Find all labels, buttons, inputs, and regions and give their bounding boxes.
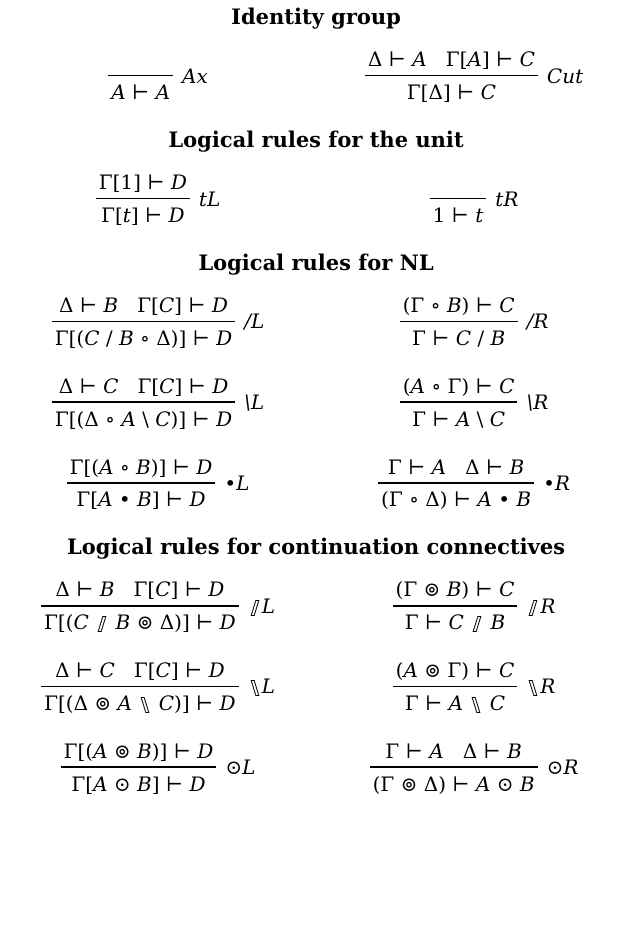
- hollow-slash-icon: [98, 616, 107, 632]
- inference-bar: [41, 686, 238, 688]
- rule-label: Ax: [182, 63, 208, 88]
- section-title: Logical rules for NL: [198, 249, 434, 275]
- inference-bar: [393, 686, 518, 688]
- rule-row: [0, 46, 632, 105]
- inference-bar: [400, 401, 518, 403]
- rule-conclusion: (Γ ∘ Δ) ⊢ A • B: [381, 487, 532, 512]
- rule-label: /R: [526, 309, 549, 334]
- inference-bar: [67, 482, 216, 484]
- rule-label: \R: [526, 390, 549, 415]
- inference-fraction: [400, 292, 518, 351]
- rule-premise: (A ∘ Γ) ⊢ C: [402, 373, 515, 398]
- inference-bar: [52, 321, 235, 323]
- inference-fraction: [393, 657, 518, 716]
- inference-fraction: [96, 169, 190, 228]
- rule-label: /L: [244, 309, 265, 334]
- hollow-slash-icon: [529, 600, 538, 616]
- rule-row: [0, 657, 632, 716]
- rule-conclusion: Γ[(Δ ∘ A \ C)] ⊢ D: [54, 406, 233, 431]
- inference-fraction: [41, 576, 239, 635]
- rule-t-left: [96, 169, 221, 228]
- rule-conclusion: Γ[(C / B ∘ Δ)] ⊢ D: [54, 325, 233, 350]
- inference-bar: [378, 482, 534, 484]
- rule-conclusion: Γ ⊢ A C: [404, 690, 506, 715]
- rule-row: [0, 738, 632, 797]
- inference-fraction: [378, 454, 534, 513]
- rule-slash-left: [52, 292, 265, 351]
- rule-t-right: [430, 169, 519, 228]
- rule-label: ⊙L: [225, 755, 256, 780]
- rule-conclusion: Γ[Δ] ⊢ C: [406, 79, 496, 104]
- inference-bar: [61, 766, 217, 768]
- rule-conclusion: Γ[A • B] ⊢ D: [76, 487, 206, 512]
- rule-conclusion: 1 ⊢ t: [432, 202, 484, 227]
- inference-fraction: [430, 169, 487, 228]
- rule-premise: (Γ ∘ B) ⊢ C: [402, 293, 515, 318]
- rule-label: tL: [198, 186, 221, 211]
- inference-bar: [430, 198, 487, 200]
- inference-bar: [400, 321, 518, 323]
- rule-conclusion: (Γ ⊚ Δ) ⊢ A ⊙ B: [372, 771, 535, 796]
- rule-premise: [455, 169, 461, 195]
- rule-premise: Γ[(A ⊚ B)] ⊢ D: [63, 738, 214, 763]
- rule-premise: Γ[(A ∘ B)] ⊢ D: [69, 454, 213, 479]
- rule-label: Cut: [546, 63, 584, 88]
- section-title: Identity group: [231, 4, 401, 29]
- section-continuation-rules: [0, 534, 632, 796]
- inference-fraction: [52, 292, 235, 351]
- rule-conclusion: Γ[(Δ ⊚ A C)] ⊢ D: [44, 690, 236, 715]
- rule-premise: (A ⊚ Γ) ⊢ C: [395, 658, 515, 683]
- inference-bar: [365, 75, 538, 77]
- hollow-slash-icon: [250, 600, 259, 616]
- section-nl-rules: [0, 250, 632, 512]
- rule-premise: Δ ⊢ A Γ[A] ⊢ C: [367, 47, 535, 72]
- hollow-backslash-icon: [529, 680, 538, 696]
- rule-label: L: [248, 673, 275, 699]
- rule-premise: Δ ⊢ C Γ[C] ⊢ D: [55, 658, 225, 683]
- inference-fraction: [393, 576, 518, 635]
- inference-bar: [41, 605, 239, 607]
- rule-conclusion: Γ[(C B ⊚ Δ)] ⊢ D: [44, 610, 236, 635]
- inference-bar: [52, 401, 235, 403]
- rule-premise: Δ ⊢ B Γ[C] ⊢ D: [55, 577, 225, 602]
- rule-label: tR: [495, 186, 519, 211]
- inference-fraction: [67, 454, 216, 513]
- rule-ax: [108, 46, 208, 105]
- hollow-slash-icon: [473, 616, 482, 632]
- inference-fraction: [61, 738, 217, 797]
- rule-premise: Δ ⊢ C Γ[C] ⊢ D: [58, 373, 229, 398]
- inference-fraction: [400, 373, 518, 432]
- rule-conclusion: Γ[t] ⊢ D: [101, 202, 185, 227]
- hollow-backslash-icon: [250, 680, 259, 696]
- section-identity-group: [0, 4, 632, 105]
- inference-fraction: [52, 373, 235, 432]
- rule-premise: Γ[1] ⊢ D: [98, 170, 187, 195]
- rule-conclusion: Γ[A ⊙ B] ⊢ D: [71, 771, 206, 796]
- hollow-backslash-icon: [472, 697, 481, 713]
- rule-conclusion: Γ ⊢ A \ C: [412, 406, 506, 431]
- rule-product-right: [378, 454, 570, 513]
- inference-fraction: [108, 46, 173, 105]
- rule-conclusion: Γ ⊢ C B: [404, 610, 506, 635]
- section-unit-rules: [0, 127, 632, 228]
- rule-premise: Δ ⊢ B Γ[C] ⊢ D: [59, 293, 228, 318]
- rule-premise: Γ ⊢ A Δ ⊢ B: [385, 738, 522, 763]
- rule-label: •L: [224, 470, 250, 495]
- rule-row: [0, 169, 632, 228]
- inference-bar: [108, 75, 173, 77]
- rule-cont-slash-right: [393, 576, 556, 635]
- rule-backslash-right: [400, 373, 549, 432]
- rule-premise: (Γ ⊚ B) ⊢ C: [395, 577, 515, 602]
- inference-bar: [393, 605, 518, 607]
- rule-conclusion: Γ ⊢ C / B: [411, 325, 506, 350]
- rule-cut: [365, 46, 583, 105]
- inference-fraction: [41, 657, 238, 716]
- rule-cont-product-right: [370, 738, 579, 797]
- rule-label: ⊙R: [546, 755, 579, 780]
- rule-premise: Γ ⊢ A Δ ⊢ B: [387, 454, 525, 479]
- rule-label: L: [248, 593, 275, 619]
- rule-label: •R: [543, 470, 570, 495]
- rule-cont-product-left: [61, 738, 256, 797]
- section-title: Logical rules for continuation connectives: [66, 534, 566, 560]
- section-title: Logical rules for the unit: [168, 126, 464, 152]
- rule-slash-right: [400, 292, 549, 351]
- rule-product-left: [67, 454, 250, 513]
- rule-premise: [138, 46, 144, 72]
- rule-cont-backslash-left: [41, 657, 275, 716]
- rule-conclusion: A ⊢ A: [111, 79, 171, 104]
- inference-fraction: [365, 46, 538, 105]
- rule-row: [0, 576, 632, 635]
- hollow-backslash-icon: [141, 697, 150, 713]
- rule-label: \L: [244, 390, 265, 415]
- inference-bar: [370, 766, 538, 768]
- inference-bar: [96, 198, 190, 200]
- rule-row: [0, 373, 632, 432]
- inference-fraction: [370, 738, 538, 797]
- rule-row: [0, 454, 632, 513]
- rule-backslash-left: [52, 373, 264, 432]
- rule-label: R: [526, 673, 555, 699]
- rule-cont-backslash-right: [393, 657, 556, 716]
- rule-cont-slash-left: [41, 576, 275, 635]
- rule-row: [0, 292, 632, 351]
- rule-label: R: [526, 593, 555, 619]
